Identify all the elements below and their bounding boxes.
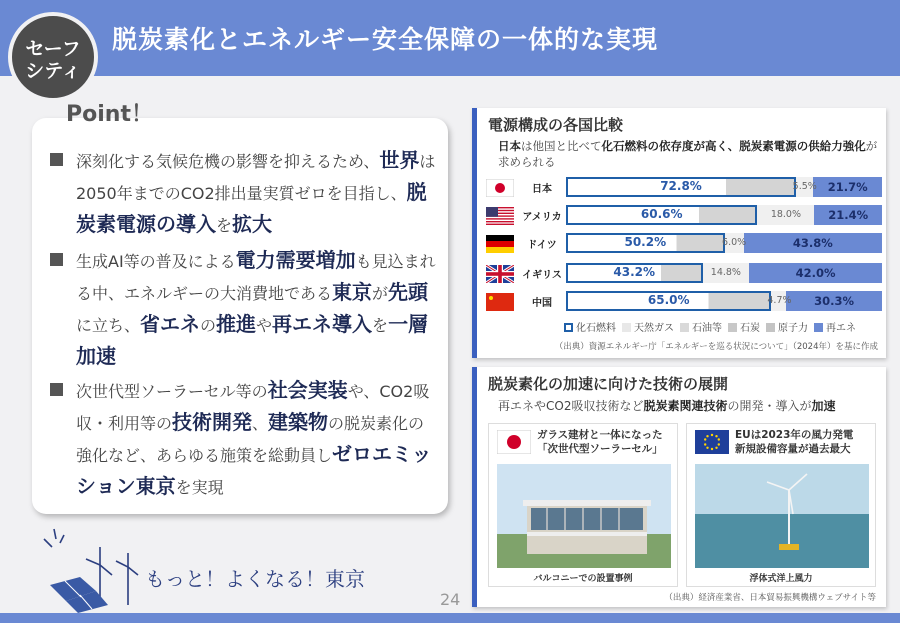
bullet-segment: も見込まれる中、エネルギーの大消費地である	[76, 252, 436, 303]
legend-item	[564, 319, 616, 334]
country-label: ドイツ	[527, 240, 557, 251]
bullet-text	[76, 245, 440, 373]
legend-label: 石油等	[692, 323, 722, 334]
case-solar-cell	[488, 423, 678, 587]
bullet-emphasis: 東京	[332, 280, 373, 304]
technology-panel-title: 脱炭素化の加速に向けた技術の展開	[488, 375, 729, 393]
eu-flag-icon	[695, 430, 729, 454]
bullet-emphasis: 推進	[216, 312, 257, 336]
fossil-value-label: 43.2%	[613, 265, 656, 279]
bullet-emphasis: 建築物	[268, 410, 329, 434]
slogan-logo: もっと！よくなる！東京	[145, 567, 365, 591]
nuclear-value-label: 14.8%	[710, 267, 741, 278]
legend-item	[728, 319, 760, 334]
bullet-segment: に立ち、	[76, 316, 141, 335]
case1-line2: 「次世代型ソーラーセル」	[537, 443, 663, 455]
note-text2: が求められる	[498, 139, 878, 169]
legend-item	[814, 319, 856, 334]
legend-swatch	[728, 323, 737, 332]
legend-swatch	[564, 323, 573, 332]
page-title: 脱炭素化とエネルギー安全保障の一体的な実現	[112, 25, 659, 54]
renewable-value-label: 21.7%	[827, 180, 868, 194]
note-japan: 日本	[498, 139, 521, 153]
bullet-emphasis: 再エネ導入	[272, 312, 373, 336]
chart-legend	[564, 319, 862, 334]
bullet-segment: 生成AI等の普及による	[76, 252, 236, 271]
technology-source: （出典）経済産業省、日本貿易振興機構ウェブサイト等	[664, 593, 876, 603]
bullet-segment: を実現	[175, 478, 224, 497]
solar-wind-icon	[40, 525, 150, 615]
stacked-bar	[566, 233, 882, 253]
japan-flag-icon	[497, 430, 531, 454]
fossil-value-label: 50.2%	[624, 235, 667, 249]
bullet-emphasis: 社会実装	[267, 378, 348, 402]
note-text1: は他国と比べて	[521, 139, 602, 153]
bullet-emphasis: 世界	[379, 148, 420, 172]
legend-item	[680, 319, 722, 334]
renewable-value-label: 30.3%	[814, 294, 855, 308]
header-bar	[0, 0, 900, 76]
germany-flag-icon	[486, 235, 514, 253]
legend-swatch	[622, 323, 631, 332]
technology-note	[498, 397, 836, 414]
panel-accent-bar	[472, 367, 477, 607]
bullet-segment: を	[216, 216, 233, 235]
bullet-segment: を	[372, 316, 389, 335]
bullet-segment: が	[372, 284, 389, 303]
bullet-emphasis: 省エネ	[140, 312, 201, 336]
point-title: Point！	[66, 102, 153, 127]
bullet-segment: 深刻化する気候危機の影響を抑えるため、	[76, 152, 380, 171]
bullet-segment: や	[256, 316, 273, 335]
bullet-emphasis: 脱炭素電源の導入	[76, 180, 427, 236]
bullet-emphasis: 一層加速	[76, 312, 429, 368]
case1-line1: ガラス建材と一体になった	[537, 429, 663, 441]
bullet-emphasis: 技術開発	[172, 410, 253, 434]
stacked-bar	[566, 177, 882, 197]
legend-label: 天然ガス	[634, 323, 674, 334]
legend-swatch	[814, 323, 823, 332]
tech-note-bold2: 加速	[811, 399, 836, 413]
legend-swatch	[766, 323, 775, 332]
fossil-value-label: 60.6%	[640, 207, 683, 221]
panel-accent-bar	[472, 108, 477, 358]
legend-label: 原子力	[778, 323, 808, 334]
chart-row	[482, 176, 882, 198]
country-label: 日本	[532, 184, 552, 195]
country-label: イギリス	[522, 270, 562, 281]
nuclear-value-label: 6.0%	[722, 237, 747, 248]
country-label: アメリカ	[522, 212, 562, 223]
country-label: 中国	[532, 298, 552, 309]
bullet-square-icon	[50, 253, 63, 266]
nuclear-value-label: 4.7%	[767, 295, 792, 306]
chart-panel	[472, 108, 886, 358]
fossil-value-label: 72.8%	[660, 179, 702, 193]
bullet-emphasis: 電力需要増加	[235, 248, 356, 272]
fossil-value-label: 65.0%	[647, 293, 690, 307]
chart-source: （出典）資源エネルギー庁「エネルギーを巡る状況について」（2024年）を基に作成	[554, 342, 878, 352]
bullet-text	[76, 145, 440, 241]
china-flag-icon	[486, 293, 514, 311]
case2-caption: 浮体式洋上風力	[749, 574, 813, 584]
bullet-square-icon	[50, 153, 63, 166]
stacked-bar	[566, 291, 882, 311]
technology-panel	[472, 367, 886, 607]
point-bullet	[50, 245, 440, 373]
chart-row	[482, 204, 882, 226]
usa-flag-icon	[486, 207, 514, 225]
bullet-emphasis: ゼロエミッション東京	[76, 442, 432, 498]
chart-row	[482, 232, 882, 254]
bullet-segment: 次世代型ソーラーセル等の	[76, 382, 268, 401]
bullet-emphasis: 先頭	[388, 280, 429, 304]
safe-city-badge	[8, 12, 98, 102]
renewable-value-label: 43.8%	[792, 236, 833, 250]
legend-swatch	[680, 323, 689, 332]
point-bullet	[50, 145, 440, 241]
legend-item	[622, 319, 674, 334]
tech-note-text2: の開発・導入が	[727, 399, 812, 413]
case2-line1: EUは2023年の風力発電	[735, 429, 854, 441]
chart-row	[482, 290, 882, 312]
legend-item	[766, 319, 808, 334]
bullet-segment: や、CO2吸収・利用等の	[76, 382, 430, 433]
point-bullet	[50, 375, 440, 503]
legend-label: 化石燃料	[576, 323, 616, 334]
stacked-bar	[566, 205, 882, 225]
nuclear-value-label: 5.5%	[792, 181, 817, 192]
badge-line1: セーフ	[25, 38, 81, 60]
chart-row	[482, 262, 882, 284]
bullet-segment: の	[200, 316, 217, 335]
renewable-value-label: 42.0%	[795, 266, 836, 280]
bullet-segment: は2050年までのCO2排出量実質ゼロを目指し、	[76, 152, 436, 203]
bullet-square-icon	[50, 383, 63, 396]
stacked-bar	[566, 263, 882, 283]
footer-bar	[0, 613, 900, 623]
chart-panel-title: 電源構成の各国比較	[488, 116, 624, 134]
wind-turbine-photo	[695, 464, 869, 568]
legend-label: 再エネ	[826, 323, 856, 334]
uk-flag-icon	[486, 265, 514, 283]
tech-note-text1: 再エネやCO2吸収技術など	[498, 399, 644, 413]
page-number: 24	[440, 590, 461, 609]
bullet-segment: 、	[252, 414, 269, 433]
renewable-value-label: 21.4%	[828, 208, 869, 222]
badge-line2: シティ	[25, 60, 81, 82]
chart-note	[498, 138, 878, 170]
japan-flag-icon	[486, 179, 514, 197]
note-bold: 化石燃料の依存度が高く、脱炭素電源の供給力強化	[601, 139, 866, 153]
nuclear-value-label: 18.0%	[770, 209, 802, 220]
legend-label: 石炭	[740, 323, 760, 334]
case-offshore-wind	[686, 423, 876, 587]
case2-line2: 新規設備容量が過去最大	[735, 443, 851, 455]
building-photo	[497, 464, 671, 568]
bullet-emphasis: 拡大	[232, 212, 273, 236]
tech-note-bold1: 脱炭素関連技術	[643, 399, 728, 413]
bullet-text	[76, 375, 440, 503]
bullet-segment: の脱炭素化の強化など、あらゆる施策を総動員し	[76, 414, 425, 465]
case1-caption: バルコニーでの設置事例	[533, 574, 633, 584]
